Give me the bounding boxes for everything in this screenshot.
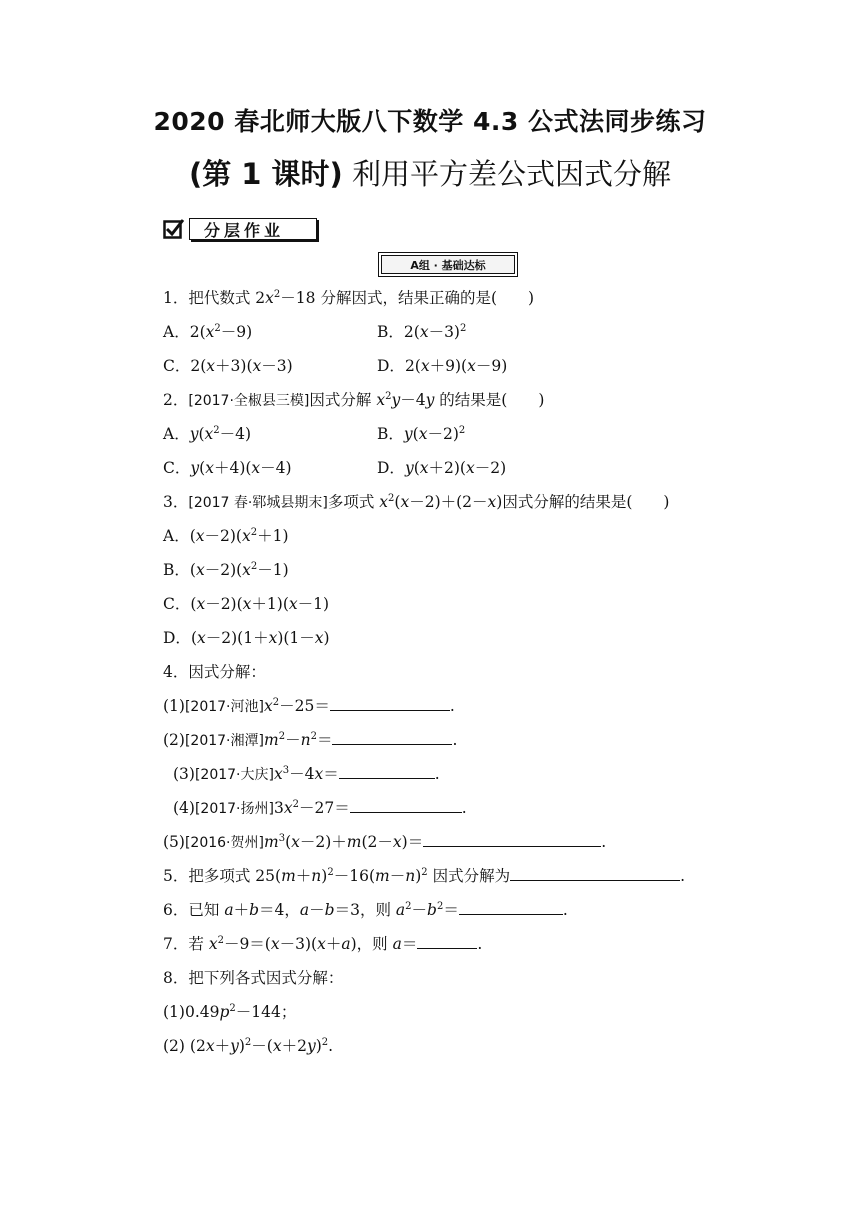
question-4-part-5: (5)[2016·贺州]$m^3(x-2)+m(2-x)=$ . — [163, 832, 607, 851]
answer-blank[interactable] — [339, 764, 435, 779]
question-6: 6．已知 a＋b＝4，a－b＝3，则 $a^2-b^2=$ . — [163, 900, 568, 919]
answer-blank[interactable] — [510, 866, 680, 881]
answer-blank[interactable] — [332, 730, 452, 745]
option-a[interactable]: A．$(x-2)(x^2+1)$ — [163, 526, 289, 545]
option-d[interactable]: D．(x－2)(1＋x)(1－x) — [163, 629, 330, 647]
answer-blank[interactable] — [423, 832, 601, 847]
question-8-part-2: (2) $(2x+y)^2-(x+2y)^2$. — [163, 1036, 334, 1055]
question-4-part-2: (2)[2017·湘潭]$m^2-n^2=$ . — [163, 730, 458, 749]
option-c[interactable]: C．2(x＋3)(x－3) — [163, 357, 293, 375]
question-8: 8．把下列各式因式分解： — [163, 969, 344, 987]
page-title: 2020 春北师大版八下数学 4.3 公式法同步练习 — [153, 107, 707, 136]
option-c[interactable]: C．y(x＋4)(x－4) — [163, 459, 292, 477]
answer-blank[interactable] — [417, 934, 477, 949]
q1-options-row1 — [163, 322, 663, 342]
answer-blank[interactable] — [459, 900, 563, 915]
q1-options-row2 — [163, 356, 663, 376]
q2-options-row1 — [163, 424, 663, 444]
question-3: 3．[2017 春·郓城县期末]多项式 $x^2(x-2)+(2-x)$因式分解的结果是( ) — [163, 492, 670, 511]
lesson-number: (第 1 课时) — [188, 157, 343, 191]
answer-blank[interactable] — [330, 696, 450, 711]
question-8-part-2-number: (2) — [163, 1037, 185, 1055]
answer-blank[interactable] — [350, 798, 462, 813]
page-subtitle — [0, 152, 860, 193]
q2-options-row2 — [163, 458, 663, 478]
option-d[interactable]: D．2(x＋9)(x－9) — [377, 357, 508, 375]
group-badge: A组 · 基础达标 — [381, 255, 515, 274]
option-b[interactable]: B．$y(x-2)^2$ — [377, 424, 466, 443]
option-b[interactable]: B．$(x-2)(x^2-1)$ — [163, 560, 289, 579]
section-header — [163, 216, 317, 242]
question-4-part-1: (1)[2017·河池]$x^2-25=$ . — [163, 696, 455, 715]
question-4-part-4: (4)[2017·扬州]$3x^2-27=$ . — [173, 798, 467, 817]
option-a[interactable]: A．$2(x^2-9)$ — [163, 322, 253, 341]
question-5: 5．把多项式 $25(m+n)^2-16(m-n)^2$ 因式分解为 . — [163, 866, 686, 885]
question-2: 2．[2017·全椒县三模]因式分解 $x^2y-4y$ 的结果是( ) — [163, 390, 545, 409]
option-a[interactable]: A．$y(x^2-4)$ — [163, 424, 252, 443]
checkbox-checked-icon — [163, 218, 185, 240]
option-c[interactable]: C．(x－2)(x＋1)(x－1) — [163, 595, 330, 613]
option-d[interactable]: D．y(x＋2)(x－2) — [377, 459, 507, 477]
question-7: 7．若 $x^2-9=(x-3)(x+a)$，则 a＝ . — [163, 934, 483, 953]
question-8-part-1: $(1)0.49p^2-144$； — [163, 1002, 297, 1021]
section-label: 分层作业 — [189, 218, 317, 240]
question-4: 4．因式分解： — [163, 663, 266, 681]
lesson-topic: 利用平方差公式因式分解 — [352, 157, 672, 191]
option-b[interactable]: B．$2(x-3)^2$ — [377, 322, 467, 341]
question-1: 1．把代数式 $2x^2-18$ 分解因式，结果正确的是( ) — [163, 288, 535, 307]
question-4-part-3: (3)[2017·大庆]$x^3-4x=$ . — [173, 764, 440, 783]
